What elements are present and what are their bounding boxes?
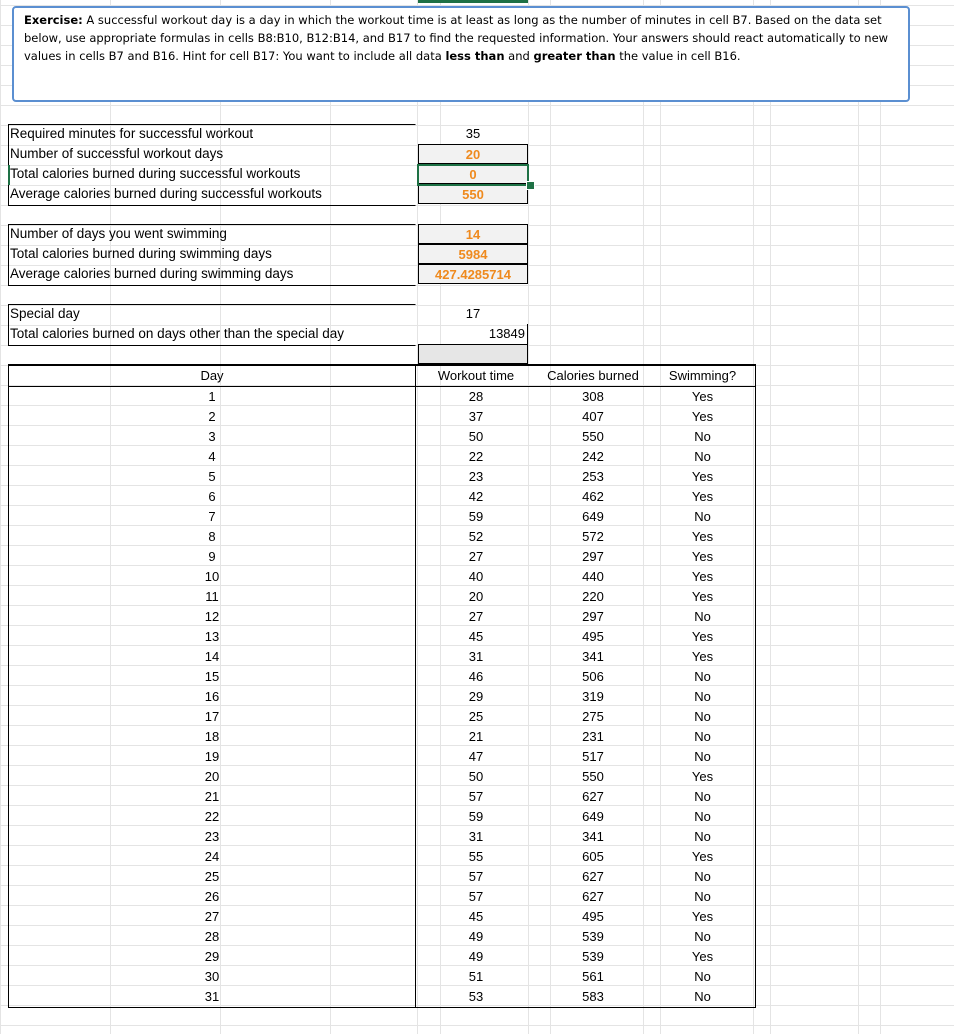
cell-swimming[interactable]: Yes	[650, 487, 756, 507]
exercise-textbox[interactable]	[12, 6, 910, 102]
cell-workout-time[interactable]: 59	[416, 807, 537, 827]
cell-swimming[interactable]: No	[650, 987, 756, 1008]
table-row	[9, 547, 756, 567]
fill-handle[interactable]	[526, 181, 535, 190]
header-calories[interactable]: Calories burned	[536, 365, 650, 387]
cell-day[interactable]: 7	[9, 507, 416, 527]
cell-workout-time[interactable]: 37	[416, 407, 537, 427]
cell-swimming[interactable]: Yes	[650, 407, 756, 427]
cell-workout-time[interactable]: 49	[416, 927, 537, 947]
cell-workout-time[interactable]: 23	[416, 467, 537, 487]
cell-workout-time[interactable]: 45	[416, 907, 537, 927]
cell-calories[interactable]: 649	[582, 509, 604, 524]
table-row	[9, 787, 756, 807]
cell-calories[interactable]: 407	[582, 409, 604, 424]
table-row	[9, 907, 756, 927]
success-days-cell[interactable]: 20	[418, 144, 528, 164]
cell-swimming[interactable]: Yes	[650, 567, 756, 587]
cell-day[interactable]: 27	[9, 907, 416, 927]
table-row	[9, 687, 756, 707]
cell-swimming[interactable]: Yes	[650, 387, 756, 408]
cell-calories[interactable]: 605	[582, 849, 604, 864]
cell-workout-time[interactable]: 50	[416, 427, 537, 447]
cell-calories[interactable]: 462	[582, 489, 604, 504]
cell-calories[interactable]: 572	[582, 529, 604, 544]
table-row	[9, 967, 756, 987]
cell-day[interactable]: 20	[9, 767, 416, 787]
cell-swimming[interactable]: Yes	[650, 907, 756, 927]
cell-workout-time[interactable]: 21	[416, 727, 537, 747]
exercise-text-2: the value in cell B16.	[615, 49, 741, 63]
total-cal-success-cell[interactable]: 0	[418, 164, 528, 184]
cell-calories[interactable]: 275	[582, 709, 604, 724]
table-row	[9, 627, 756, 647]
table-row	[9, 727, 756, 747]
table-row	[9, 427, 756, 447]
cell-calories[interactable]: 319	[582, 689, 604, 704]
table-row	[9, 987, 756, 1008]
swim-days-cell[interactable]: 14	[418, 224, 528, 244]
cell-swimming[interactable]: Yes	[650, 467, 756, 487]
header-swimming[interactable]: Swimming?	[650, 365, 756, 387]
cell-day[interactable]: 29	[9, 947, 416, 967]
cell-day[interactable]: 1	[9, 387, 416, 408]
column-header-highlight	[418, 0, 528, 3]
avg-cal-success-label: Average calories burned during successful workouts	[10, 186, 322, 201]
cell-day[interactable]: 28	[9, 927, 416, 947]
table-row	[9, 847, 756, 867]
cell-calories[interactable]: 242	[582, 449, 604, 464]
cell-calories[interactable]: 440	[582, 569, 604, 584]
cell-swimming[interactable]: Yes	[650, 547, 756, 567]
cell-workout-time[interactable]: 25	[416, 707, 537, 727]
table-row	[9, 887, 756, 907]
cell-calories[interactable]: 297	[582, 609, 604, 624]
cell-workout-time[interactable]: 57	[416, 867, 537, 887]
table-row	[9, 567, 756, 587]
swim-avg-cell[interactable]: 427.4285714	[418, 264, 528, 284]
cell-calories[interactable]: 308	[582, 389, 604, 404]
cell-swimming[interactable]: No	[650, 827, 756, 847]
cell-swimming[interactable]: No	[650, 687, 756, 707]
cell-day[interactable]: 2	[9, 407, 416, 427]
cell-workout-time[interactable]: 49	[416, 947, 537, 967]
cell-swimming[interactable]: No	[650, 927, 756, 947]
cell-day[interactable]: 21	[9, 787, 416, 807]
total-cal-success-label: Total calories burned during successful workouts	[10, 166, 301, 181]
special-day-cell[interactable]: 17	[465, 306, 481, 321]
cell-workout-time[interactable]: 22	[416, 447, 537, 467]
cell-calories[interactable]: 495	[582, 629, 604, 644]
cell-day[interactable]: 18	[9, 727, 416, 747]
table-row	[9, 407, 756, 427]
table-row	[9, 927, 756, 947]
cell-calories[interactable]: 253	[582, 469, 604, 484]
table-row	[9, 867, 756, 887]
cell-workout-time[interactable]: 53	[416, 987, 537, 1008]
cell-swimming[interactable]: No	[650, 427, 756, 447]
cell-day[interactable]: 22	[9, 807, 416, 827]
cell-workout-time[interactable]: 50	[416, 767, 537, 787]
table-row	[9, 507, 756, 527]
avg-cal-success-cell[interactable]: 550	[418, 184, 528, 204]
selected-cell-outline	[417, 164, 529, 186]
cell-workout-time[interactable]: 31	[416, 647, 537, 667]
cell-calories[interactable]: 550	[582, 429, 604, 444]
cell-calories[interactable]: 517	[582, 749, 604, 764]
table-row	[9, 807, 756, 827]
cell-day[interactable]: 14	[9, 647, 416, 667]
cell-day[interactable]: 9	[9, 547, 416, 567]
cell-swimming[interactable]: Yes	[650, 527, 756, 547]
cell-workout-time[interactable]: 57	[416, 887, 537, 907]
cell-day[interactable]: 15	[9, 667, 416, 687]
success-days-label: Number of successful workout days	[10, 146, 224, 161]
cell-swimming[interactable]: No	[650, 447, 756, 467]
cell-workout-time[interactable]: 31	[416, 827, 537, 847]
cell-day[interactable]: 31	[9, 987, 416, 1008]
cell-swimming[interactable]: Yes	[650, 587, 756, 607]
table-row	[9, 387, 756, 408]
header-day[interactable]: Day	[9, 365, 416, 387]
special-day-label: Special day	[10, 306, 80, 321]
cell-day[interactable]: 12	[9, 607, 416, 627]
exercise-text-1: A successful workout day is a day in which the workout time is at least as long as the number of minutes in cell B7. Based on the data set below, use appropriate formulas in cells B8:B10, B12:B14, and B17 to find the requested information. Your answers should react automatically to new values in cells B7 and B16. Hint for cell B17: You want to include all data	[24, 13, 889, 63]
cell-calories[interactable]: 539	[582, 949, 604, 964]
exercise-greater: greater than	[533, 49, 616, 63]
cell-workout-time[interactable]: 27	[416, 607, 537, 627]
cell-calories[interactable]: 539	[582, 929, 604, 944]
cell-workout-time[interactable]: 20	[416, 587, 537, 607]
cell-swimming[interactable]: Yes	[650, 947, 756, 967]
cell-workout-time[interactable]: 28	[416, 387, 537, 408]
cell-day[interactable]: 24	[9, 847, 416, 867]
swim-days-label: Number of days you went swimming	[10, 226, 227, 241]
cell-day[interactable]: 10	[9, 567, 416, 587]
cell-workout-time[interactable]: 52	[416, 527, 537, 547]
cell-day[interactable]: 5	[9, 467, 416, 487]
cell-calories[interactable]: 649	[582, 809, 604, 824]
swim-total-cell[interactable]: 5984	[418, 244, 528, 264]
table-row	[9, 667, 756, 687]
cell-day[interactable]: 11	[9, 587, 416, 607]
cell-swimming[interactable]: No	[650, 967, 756, 987]
cell-day[interactable]: 26	[9, 887, 416, 907]
empty-answer-cell[interactable]	[418, 344, 528, 364]
exercise-less: less than	[445, 49, 505, 63]
exercise-and: and	[504, 49, 534, 63]
exercise-lead: Exercise:	[24, 13, 83, 27]
table-row	[9, 747, 756, 767]
cell-workout-time[interactable]: 27	[416, 547, 537, 567]
table-row	[9, 527, 756, 547]
cell-day[interactable]: 13	[9, 627, 416, 647]
table-row	[9, 607, 756, 627]
cell-day[interactable]: 6	[9, 487, 416, 507]
cell-workout-time[interactable]: 59	[416, 507, 537, 527]
cell-calories[interactable]: 231	[582, 729, 604, 744]
cell-swimming[interactable]: Yes	[650, 647, 756, 667]
cell-day[interactable]: 25	[9, 867, 416, 887]
cell-calories[interactable]: 506	[582, 669, 604, 684]
cell-calories[interactable]: 341	[582, 829, 604, 844]
cell-calories[interactable]: 220	[582, 589, 604, 604]
other-total-cell[interactable]: 13849	[418, 324, 528, 344]
table-row	[9, 447, 756, 467]
cell-swimming[interactable]: No	[650, 807, 756, 827]
cell-calories[interactable]: 583	[536, 987, 650, 1008]
cell-day[interactable]: 23	[9, 827, 416, 847]
cell-workout-time[interactable]: 47	[416, 747, 537, 767]
cell-calories[interactable]: 627	[582, 789, 604, 804]
cell-calories[interactable]: 627	[582, 889, 604, 904]
other-total-label: Total calories burned on days other than the special day	[10, 326, 344, 341]
cell-workout-time[interactable]: 42	[416, 487, 537, 507]
cell-day[interactable]: 17	[9, 707, 416, 727]
cell-calories[interactable]: 495	[582, 909, 604, 924]
cell-workout-time[interactable]: 55	[416, 847, 537, 867]
cell-swimming[interactable]: Yes	[650, 627, 756, 647]
cell-swimming[interactable]: Yes	[650, 847, 756, 867]
swim-total-label: Total calories burned during swimming days	[10, 246, 272, 261]
required-minutes-label: Required minutes for successful workout	[10, 126, 254, 141]
cell-day[interactable]: 16	[9, 687, 416, 707]
swim-avg-label: Average calories burned during swimming days	[10, 266, 294, 281]
cell-calories[interactable]: 561	[582, 969, 604, 984]
cell-swimming[interactable]: No	[650, 707, 756, 727]
cell-workout-time[interactable]: 40	[416, 567, 537, 587]
cell-workout-time[interactable]: 29	[416, 687, 537, 707]
table-row	[9, 947, 756, 967]
table-row	[9, 587, 756, 607]
table-row	[9, 647, 756, 667]
table-row	[9, 487, 756, 507]
grid-line	[858, 0, 859, 1034]
cell-swimming[interactable]: Yes	[650, 767, 756, 787]
workout-table	[8, 364, 753, 1008]
cell-calories[interactable]: 550	[582, 769, 604, 784]
cell-day[interactable]: 30	[9, 967, 416, 987]
cell-day[interactable]: 4	[9, 447, 416, 467]
cell-workout-time[interactable]: 51	[416, 967, 537, 987]
cell-workout-time[interactable]: 45	[416, 627, 537, 647]
table-header-row	[9, 365, 756, 387]
cell-swimming[interactable]: No	[650, 887, 756, 907]
table-row	[9, 707, 756, 727]
cell-calories[interactable]: 297	[582, 549, 604, 564]
cell-swimming[interactable]: No	[650, 727, 756, 747]
table-row	[9, 767, 756, 787]
table-row	[9, 827, 756, 847]
cell-workout-time[interactable]: 46	[416, 667, 537, 687]
cell-calories[interactable]: 341	[582, 649, 604, 664]
cell-day[interactable]: 19	[9, 747, 416, 767]
cell-calories[interactable]: 627	[582, 869, 604, 884]
cell-swimming[interactable]: No	[650, 867, 756, 887]
cell-day[interactable]: 3	[9, 427, 416, 447]
cell-swimming[interactable]: No	[650, 667, 756, 687]
cell-day[interactable]: 8	[9, 527, 416, 547]
cell-workout-time[interactable]: 57	[416, 787, 537, 807]
table-row	[9, 467, 756, 487]
header-workout-time[interactable]: Workout time	[416, 365, 537, 387]
required-minutes-cell[interactable]: 35	[465, 126, 481, 141]
cell-swimming[interactable]: No	[650, 607, 756, 627]
cell-swimming[interactable]: No	[650, 507, 756, 527]
cell-swimming[interactable]: No	[650, 747, 756, 767]
cell-swimming[interactable]: No	[650, 787, 756, 807]
